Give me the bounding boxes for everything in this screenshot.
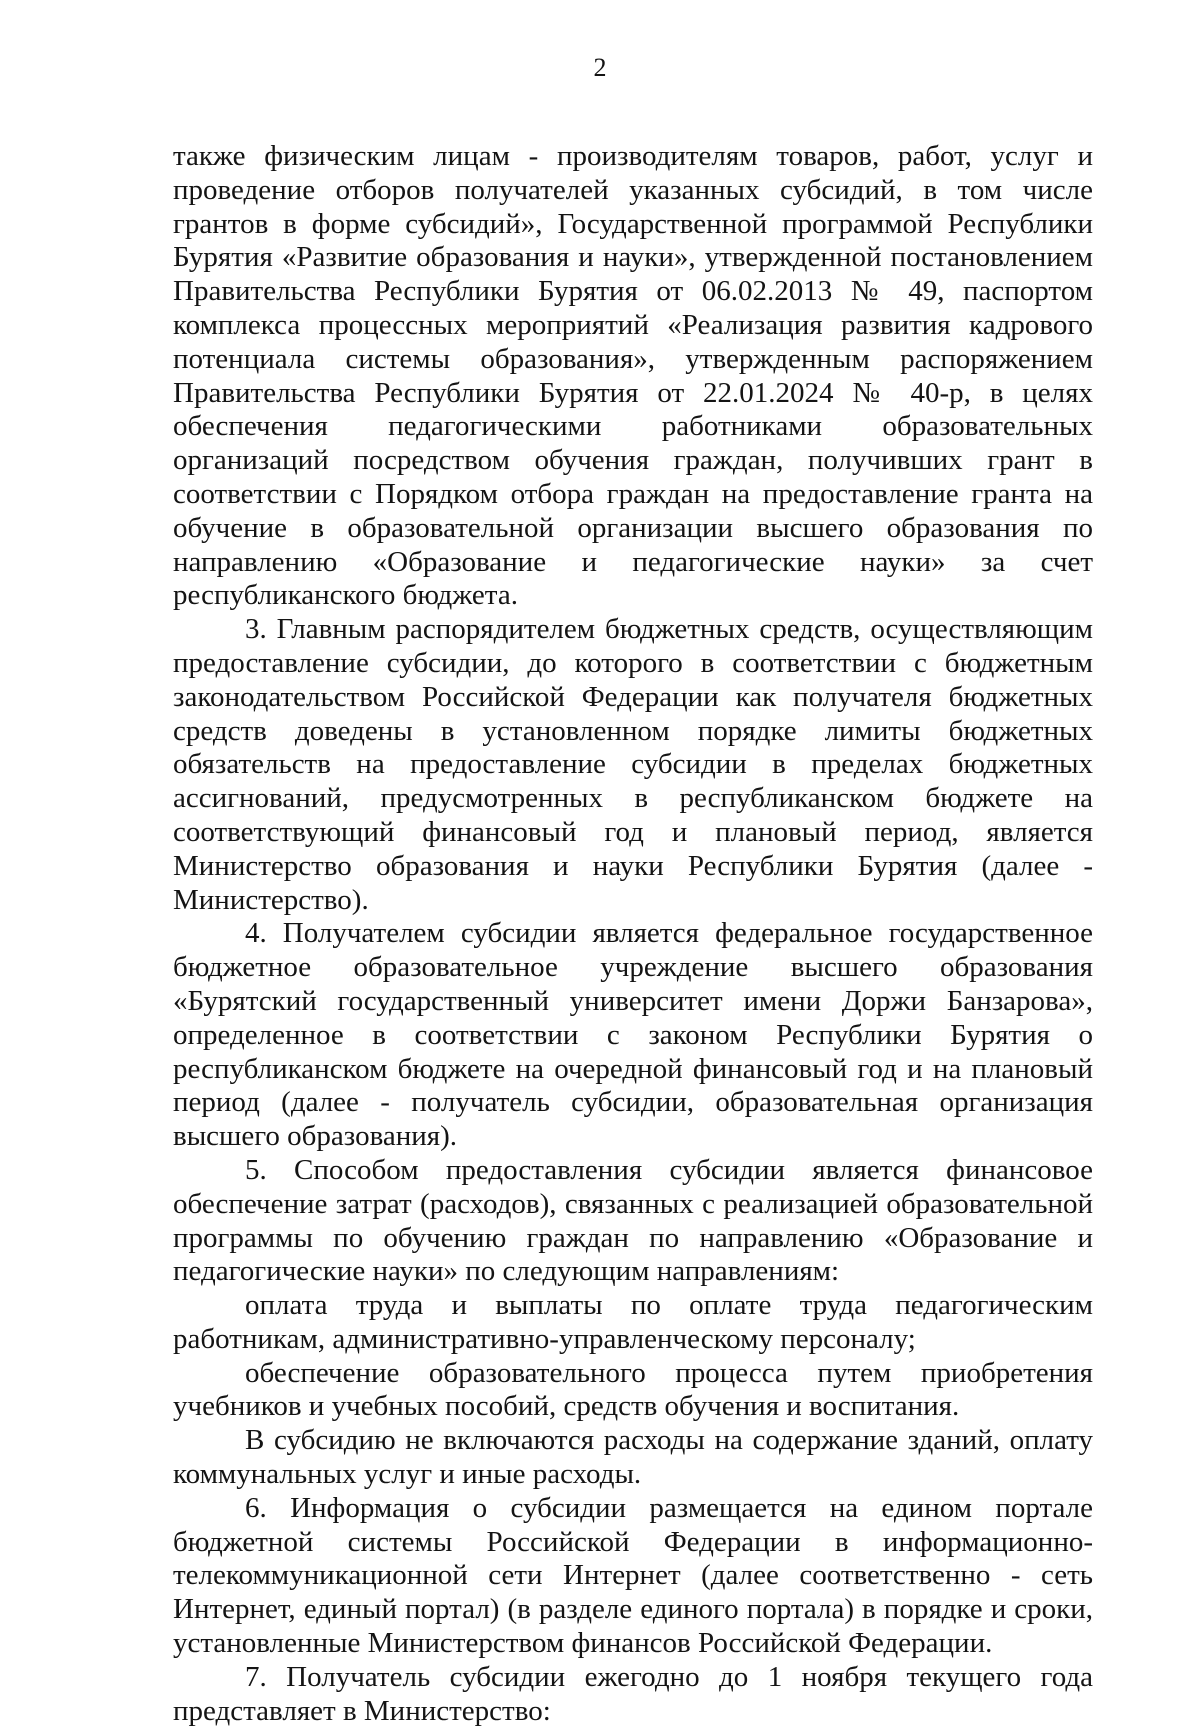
paragraph-item-7: 7. Получатель субсидии ежегодно до 1 ноября текущего года представляет в Министерство:	[173, 1660, 1093, 1727]
paragraph-item-5-direction-2: обеспечение образовательного процесса путем приобретения учебников и учебных пособий, средств обучения и воспитания.	[173, 1356, 1093, 1423]
paragraph-item-5: 5. Способом предоставления субсидии является финансовое обеспечение затрат (расходов), связанных с реализацией образовательной программы по обучению граждан по направлению «Образование и педагогические науки» по следующим направлениям:	[173, 1153, 1093, 1288]
paragraph-item-4: 4. Получателем субсидии является федеральное государственное бюджетное образовательное учреждение высшего образования «Бурятский государственный университет имени Доржи Банзарова», определенное в соответствии с законом Республики Бурятия о республиканском бюджете на очередной финансовый год и на плановый период (далее - получатель субсидии, образовательная организация высшего образования).	[173, 917, 1093, 1153]
page-number: 2	[593, 53, 607, 82]
paragraph-item-5-exclusions: В субсидию не включаются расходы на содержание зданий, оплату коммунальных услуг и иные расходы.	[173, 1424, 1093, 1491]
paragraph-item-5-direction-1: оплата труда и выплаты по оплате труда педагогическим работникам, административно-управленческому персоналу;	[173, 1289, 1093, 1355]
paragraph-item-6: 6. Информация о субсидии размещается на едином портале бюджетной системы Российской Федерации в информационно-телекоммуникационной сети Интернет (далее соответственно - сеть Интернет, единый портал) (в разделе единого портала) в порядке и сроки, установленные Министерством финансов Российской Федерации.	[173, 1491, 1093, 1660]
document-body	[173, 140, 1093, 1728]
paragraph-continuation: также физическим лицам - производителям товаров, работ, услуг и проведение отборов получателей указанных субсидий, в том числе грантов в форме субсидий», Государственной программой Республики Бурятия «Развитие образования и науки», утвержденной постановлением Правительства Республики Бурятия от 06.02.2013 № 49, паспортом комплекса процессных мероприятий «Реализация развития кадрового потенциала системы образования», утвержденным распоряжением Правительства Республики Бурятия от 22.01.2024 № 40-р, в целях обеспечения педагогическими работниками образовательных организаций посредством обучения граждан, получивших грант в соответствии с Порядком отбора граждан на предоставление гранта на обучение в образовательной организации высшего образования по направлению «Образование и педагогические науки» за счет республиканского бюджета.	[173, 140, 1093, 612]
paragraph-item-3: 3. Главным распорядителем бюджетных средств, осуществляющим предоставление субсидии, до которого в соответствии с бюджетным законодательством Российской Федерации как получателя бюджетных средств доведены в установленном порядке лимиты бюджетных обязательств на предоставление субсидии в пределах бюджетных ассигнований, предусмотренных в республиканском бюджете на соответствующий финансовый год и плановый период, является Министерство образования и науки Республики Бурятия (далее - Министерство).	[173, 613, 1093, 916]
